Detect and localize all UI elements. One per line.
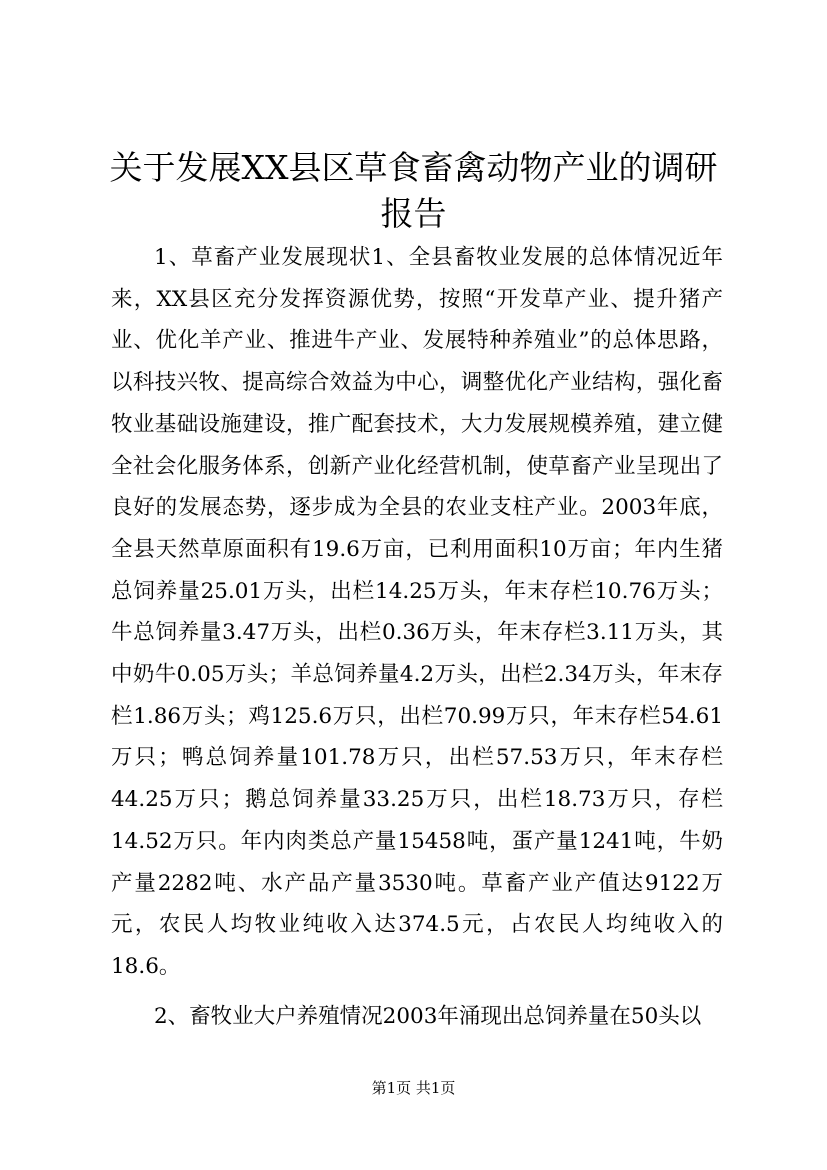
paragraph-1: 1、草畜产业发展现状1、全县畜牧业发展的总体情况近年来，XX县区充分发挥资源优势，按照“开发草产业、提升猪产业、优化羊产业、推进牛产业、发展特种养殖业”的总体思路，以科技兴牧、提高综合效益为中心，调整优化产业结构，强化畜牧业基础设施建设，推广配套技术，大力发展规模养殖，建立健全社会化服务体系，创新产业化经营机制，使草畜产业呈现出了良好的发展态势，逐步成为全县的农业支柱产业。2003年底，全县天然草原面积有19.6万亩，已利用面积10万亩；年内生猪总饲养量25.01万头，出栏14.25万头，年末存栏10.76万头；牛总饲养量3.47万头，出栏0.36万头，年末存栏3.11万头，其中奶牛0.05万头；羊总饲养量4.2万头，出栏2.34万头，年末存栏1.86万头；鸡125.6万只，出栏70.99万只，年末存栏54.61万只；鸭总饲养量101.78万只，出栏57.53万只，年末存栏44.25万只；鹅总饲养量33.25万只，出栏18.73万只，存栏14.52万只。年内肉类总产量15458吨，蛋产量1241吨，牛奶产量2282吨、水产品产量3530吨。草畜产业产值达9122万元，农民人均牧业纯收入达374.5元，占农民人均纯收入的18.6。 <box>111 245 723 979</box>
document-body <box>111 237 723 1037</box>
paragraph-2: 2、畜牧业大户养殖情况2003年涌现出总饲养量在50头以 <box>154 1003 702 1029</box>
document-title: 关于发展XX县区草食畜禽动物产业的调研报告 <box>109 148 718 233</box>
page-footer: 第1页 共1页 <box>371 1079 456 1097</box>
